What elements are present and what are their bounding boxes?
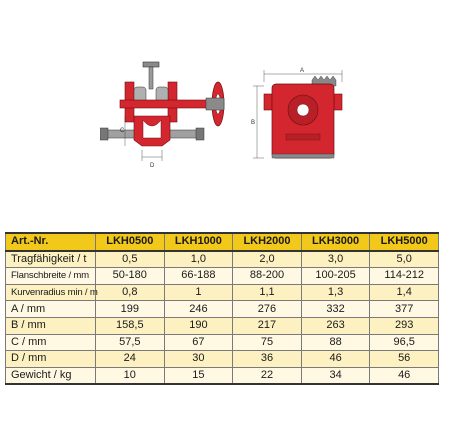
header-model-lkh1000: LKH1000: [164, 233, 233, 251]
header-art-nr: Art.-Nr.: [6, 233, 96, 251]
dim-label-b: B: [251, 120, 256, 126]
front-view: [251, 68, 342, 158]
table-cell: 217: [233, 317, 302, 334]
row-label: Kurvenradius min / m: [6, 284, 96, 301]
table-cell: 3,0: [301, 251, 370, 268]
table-row-b: [6, 317, 439, 334]
table-cell: 34: [301, 367, 370, 384]
table-cell: 46: [370, 367, 439, 384]
table-cell: 0,5: [96, 251, 165, 268]
table-cell: 2,0: [233, 251, 302, 268]
side-view: [100, 62, 224, 169]
header-model-lkh0500: LKH0500: [96, 233, 165, 251]
row-label: C / mm: [6, 334, 96, 351]
dim-label-d: D: [150, 163, 155, 169]
dim-label-c: C: [120, 128, 125, 134]
table-cell: 199: [96, 301, 165, 318]
table-row-kurvenradius: [6, 284, 439, 301]
table-cell: 36: [233, 351, 302, 368]
table-cell: 1,1: [233, 284, 302, 301]
table-cell: 263: [301, 317, 370, 334]
table-cell: 377: [370, 301, 439, 318]
table-cell: 158,5: [96, 317, 165, 334]
table-cell: 1,4: [370, 284, 439, 301]
trolley-drawing-svg: [100, 58, 348, 170]
table-row-a: [6, 301, 439, 318]
table-cell: 67: [164, 334, 233, 351]
row-label: Flanschbreite / mm: [6, 268, 96, 285]
table-cell: 88: [301, 334, 370, 351]
table-row-flanschbreite: [6, 268, 439, 285]
row-label: Gewicht / kg: [6, 367, 96, 384]
table-cell: 46: [301, 351, 370, 368]
table-cell: 5,0: [370, 251, 439, 268]
table-row-d: [6, 351, 439, 368]
table-cell: 246: [164, 301, 233, 318]
table-cell: 56: [370, 351, 439, 368]
table-cell: 57,5: [96, 334, 165, 351]
table-cell: 10: [96, 367, 165, 384]
row-label: A / mm: [6, 301, 96, 318]
table-cell: 190: [164, 317, 233, 334]
table-cell: 293: [370, 317, 439, 334]
table-cell: 50-180: [96, 268, 165, 285]
table-cell: 30: [164, 351, 233, 368]
table-row-tragfaehigkeit: [6, 251, 439, 268]
row-label: B / mm: [6, 317, 96, 334]
table-cell: 22: [233, 367, 302, 384]
table-row-gewicht: [6, 367, 439, 384]
table-row-c: [6, 334, 439, 351]
table-cell: 100-205: [301, 268, 370, 285]
dim-label-a: A: [300, 68, 305, 74]
table-cell: 75: [233, 334, 302, 351]
specification-table: [5, 232, 439, 385]
row-label: D / mm: [6, 351, 96, 368]
trolley-technical-drawing: [100, 58, 348, 170]
table-cell: 332: [301, 301, 370, 318]
row-label: Tragfähigkeit / t: [6, 251, 96, 268]
table-header-row: [6, 233, 439, 251]
table-cell: 1,3: [301, 284, 370, 301]
header-model-lkh3000: LKH3000: [301, 233, 370, 251]
table-cell: 96,5: [370, 334, 439, 351]
header-model-lkh2000: LKH2000: [233, 233, 302, 251]
table-cell: 24: [96, 351, 165, 368]
table-cell: 276: [233, 301, 302, 318]
table-cell: 1: [164, 284, 233, 301]
table-cell: 15: [164, 367, 233, 384]
table-cell: 114-212: [370, 268, 439, 285]
header-model-lkh5000: LKH5000: [370, 233, 439, 251]
table-cell: 0,8: [96, 284, 165, 301]
table-cell: 1,0: [164, 251, 233, 268]
table-cell: 88-200: [233, 268, 302, 285]
table-cell: 66-188: [164, 268, 233, 285]
